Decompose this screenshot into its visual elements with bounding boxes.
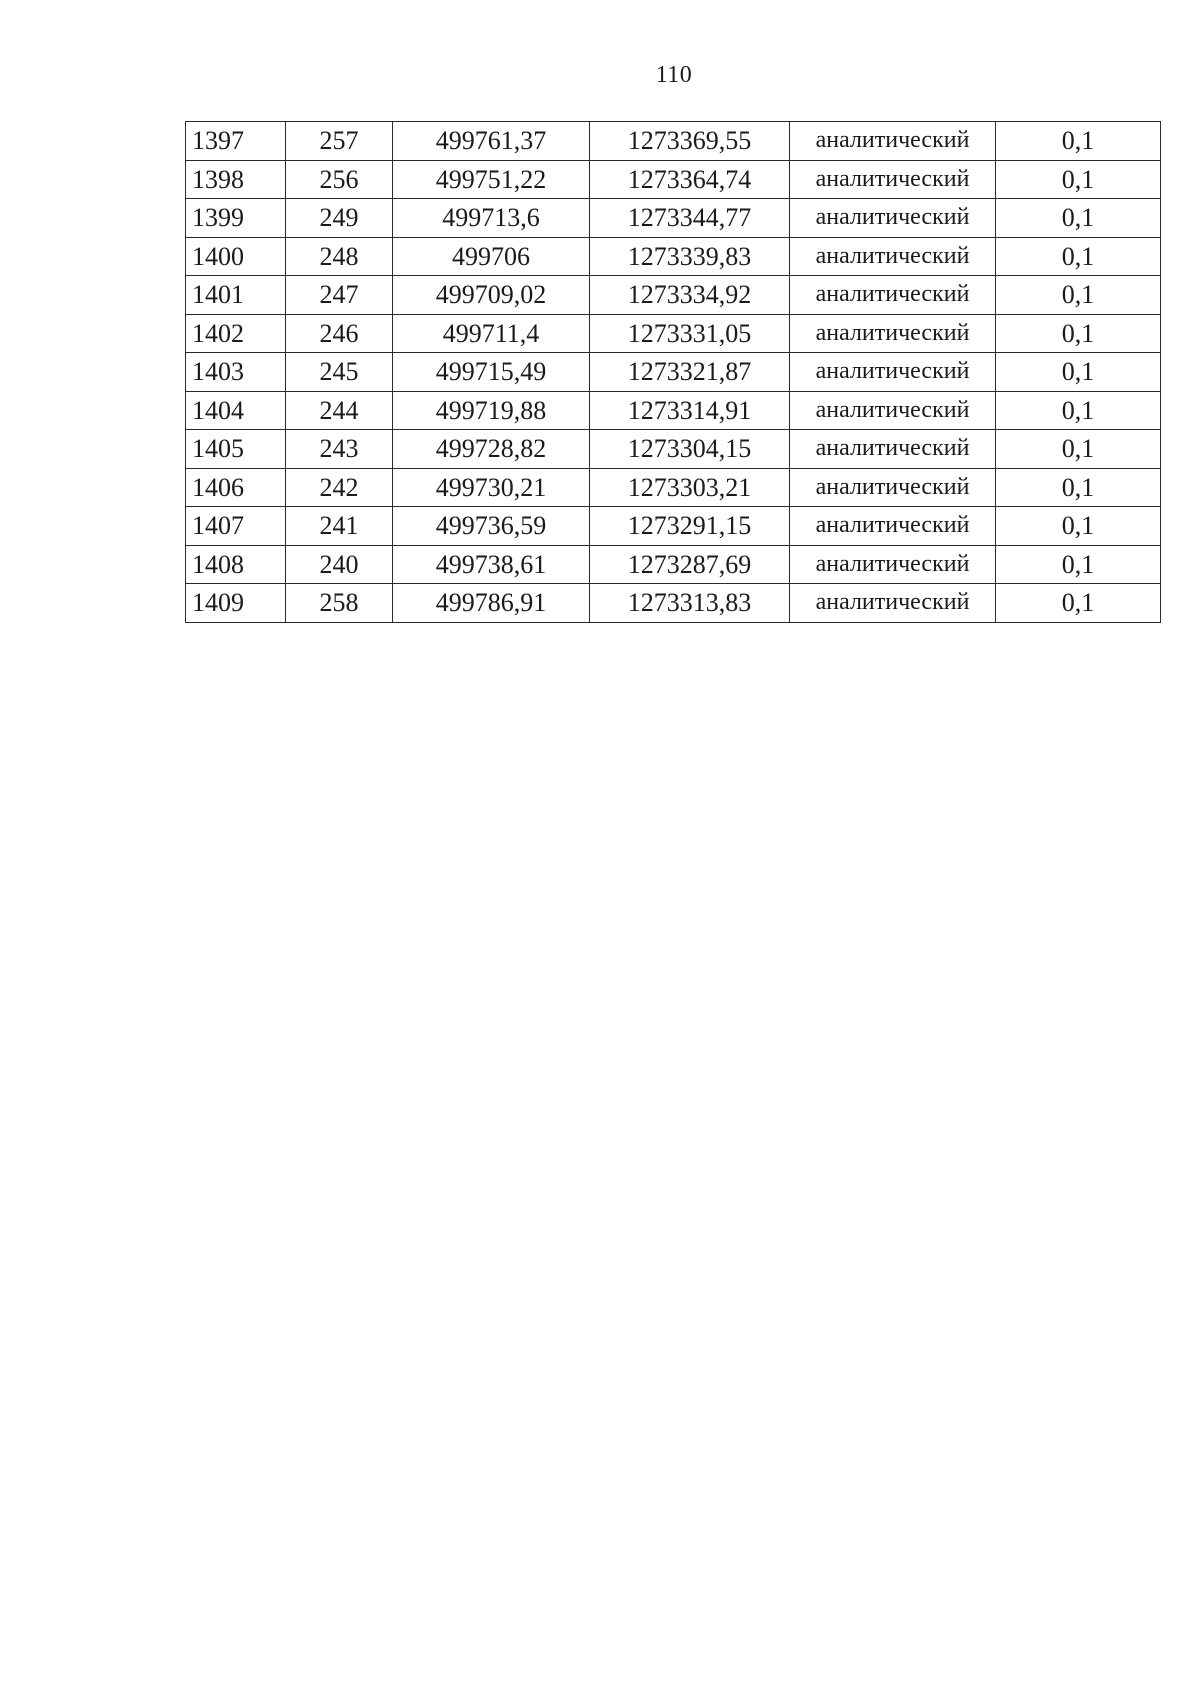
x-coordinate-cell: 499736,59 (393, 507, 590, 546)
accuracy-cell: 0,1 (996, 237, 1161, 276)
accuracy-cell: 0,1 (996, 276, 1161, 315)
table-row (186, 314, 1161, 353)
point-number-cell: 240 (286, 545, 393, 584)
accuracy-cell: 0,1 (996, 160, 1161, 199)
row-number-cell: 1405 (186, 430, 286, 469)
row-number-cell: 1406 (186, 468, 286, 507)
accuracy-cell: 0,1 (996, 314, 1161, 353)
row-number-cell: 1403 (186, 353, 286, 392)
row-number-cell: 1402 (186, 314, 286, 353)
x-coordinate-cell: 499719,88 (393, 391, 590, 430)
table-row (186, 237, 1161, 276)
table-row (186, 160, 1161, 199)
x-coordinate-cell: 499706 (393, 237, 590, 276)
x-coordinate-cell: 499751,22 (393, 160, 590, 199)
row-number-cell: 1400 (186, 237, 286, 276)
point-number-cell: 248 (286, 237, 393, 276)
y-coordinate-cell: 1273331,05 (590, 314, 790, 353)
page-number: 110 (655, 62, 693, 88)
row-number-cell: 1398 (186, 160, 286, 199)
table-row (186, 468, 1161, 507)
accuracy-cell: 0,1 (996, 391, 1161, 430)
method-cell: аналитический (790, 353, 996, 392)
method-cell: аналитический (790, 237, 996, 276)
y-coordinate-cell: 1273321,87 (590, 353, 790, 392)
table-row (186, 545, 1161, 584)
y-coordinate-cell: 1273369,55 (590, 122, 790, 161)
point-number-cell: 246 (286, 314, 393, 353)
point-number-cell: 249 (286, 199, 393, 238)
table-row (186, 507, 1161, 546)
point-number-cell: 244 (286, 391, 393, 430)
method-cell: аналитический (790, 584, 996, 623)
accuracy-cell: 0,1 (996, 468, 1161, 507)
table-row (186, 276, 1161, 315)
accuracy-cell: 0,1 (996, 507, 1161, 546)
y-coordinate-cell: 1273339,83 (590, 237, 790, 276)
accuracy-cell: 0,1 (996, 545, 1161, 584)
row-number-cell: 1409 (186, 584, 286, 623)
accuracy-cell: 0,1 (996, 584, 1161, 623)
x-coordinate-cell: 499715,49 (393, 353, 590, 392)
method-cell: аналитический (790, 276, 996, 315)
accuracy-cell: 0,1 (996, 430, 1161, 469)
row-number-cell: 1404 (186, 391, 286, 430)
table-row (186, 199, 1161, 238)
accuracy-cell: 0,1 (996, 199, 1161, 238)
method-cell: аналитический (790, 468, 996, 507)
row-number-cell: 1401 (186, 276, 286, 315)
point-number-cell: 243 (286, 430, 393, 469)
x-coordinate-cell: 499728,82 (393, 430, 590, 469)
y-coordinate-cell: 1273303,21 (590, 468, 790, 507)
point-number-cell: 258 (286, 584, 393, 623)
point-number-cell: 247 (286, 276, 393, 315)
y-coordinate-cell: 1273334,92 (590, 276, 790, 315)
table-row (186, 430, 1161, 469)
method-cell: аналитический (790, 314, 996, 353)
y-coordinate-cell: 1273364,74 (590, 160, 790, 199)
y-coordinate-cell: 1273313,83 (590, 584, 790, 623)
row-number-cell: 1408 (186, 545, 286, 584)
y-coordinate-cell: 1273314,91 (590, 391, 790, 430)
method-cell: аналитический (790, 199, 996, 238)
y-coordinate-cell: 1273344,77 (590, 199, 790, 238)
point-number-cell: 242 (286, 468, 393, 507)
point-number-cell: 257 (286, 122, 393, 161)
x-coordinate-cell: 499709,02 (393, 276, 590, 315)
y-coordinate-cell: 1273287,69 (590, 545, 790, 584)
row-number-cell: 1399 (186, 199, 286, 238)
row-number-cell: 1407 (186, 507, 286, 546)
x-coordinate-cell: 499713,6 (393, 199, 590, 238)
x-coordinate-cell: 499786,91 (393, 584, 590, 623)
method-cell: аналитический (790, 391, 996, 430)
table-row (186, 584, 1161, 623)
point-number-cell: 256 (286, 160, 393, 199)
x-coordinate-cell: 499711,4 (393, 314, 590, 353)
x-coordinate-cell: 499761,37 (393, 122, 590, 161)
accuracy-cell: 0,1 (996, 353, 1161, 392)
table-row (186, 122, 1161, 161)
method-cell: аналитический (790, 430, 996, 469)
x-coordinate-cell: 499730,21 (393, 468, 590, 507)
table-row (186, 353, 1161, 392)
y-coordinate-cell: 1273291,15 (590, 507, 790, 546)
point-number-cell: 245 (286, 353, 393, 392)
method-cell: аналитический (790, 160, 996, 199)
coordinates-table (185, 121, 1161, 623)
method-cell: аналитический (790, 545, 996, 584)
method-cell: аналитический (790, 122, 996, 161)
table-row (186, 391, 1161, 430)
y-coordinate-cell: 1273304,15 (590, 430, 790, 469)
point-number-cell: 241 (286, 507, 393, 546)
method-cell: аналитический (790, 507, 996, 546)
coordinates-table-body (186, 122, 1161, 623)
x-coordinate-cell: 499738,61 (393, 545, 590, 584)
row-number-cell: 1397 (186, 122, 286, 161)
accuracy-cell: 0,1 (996, 122, 1161, 161)
